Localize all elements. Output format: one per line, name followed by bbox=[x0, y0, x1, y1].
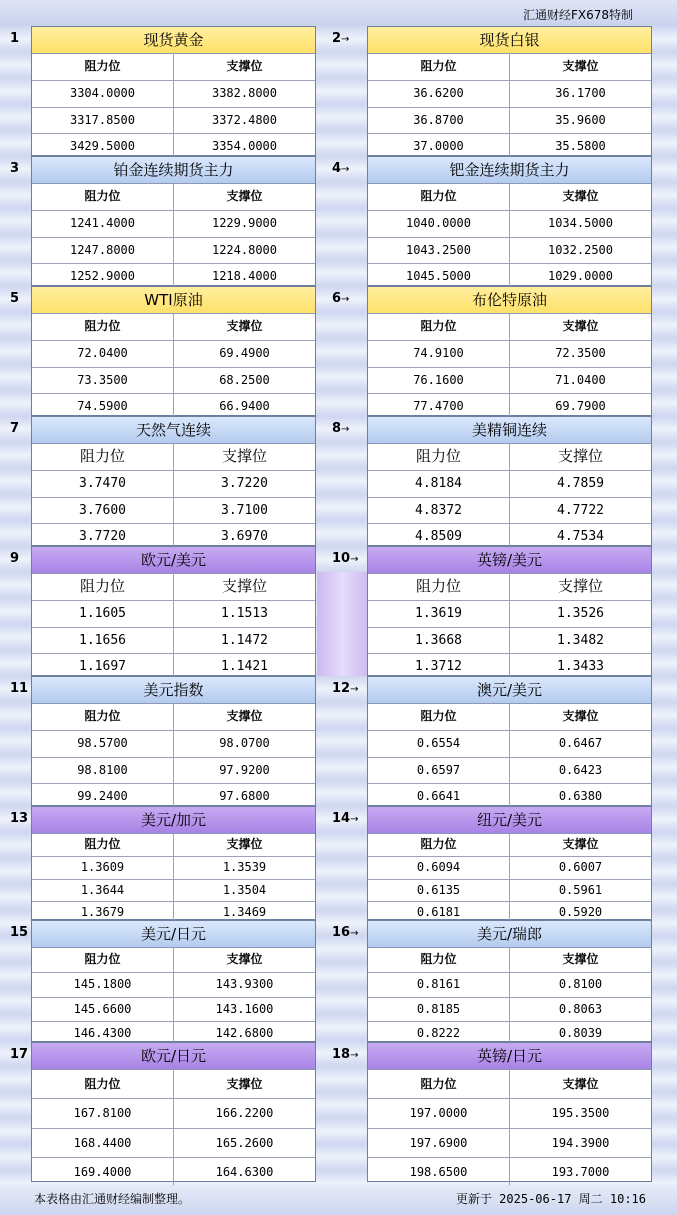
resistance-cell: 阻力位 bbox=[84, 319, 121, 333]
top-bar bbox=[0, 0, 677, 26]
support-cell: 1032.2500 bbox=[509, 238, 651, 264]
resistance-cell: 74.9100 bbox=[413, 345, 464, 360]
instrument-number bbox=[332, 416, 349, 443]
instrument-number-label: 10 bbox=[332, 551, 351, 566]
instrument-number-label: 5 bbox=[10, 291, 20, 306]
table-row bbox=[32, 1099, 315, 1128]
resistance-cell: 198.6500 bbox=[409, 1164, 468, 1179]
resistance-cell: 1.3609 bbox=[80, 859, 125, 874]
instrument-name: 钯金连续期货主力 bbox=[368, 157, 651, 184]
resistance-cell: 阻力位 bbox=[420, 1077, 457, 1091]
instrument-panel bbox=[367, 416, 652, 546]
resistance-cell: 36.6200 bbox=[413, 85, 464, 100]
column-header-row bbox=[368, 574, 651, 601]
resistance-cell: 阻力位 bbox=[84, 837, 121, 851]
instrument-name: 美元/日元 bbox=[32, 921, 315, 948]
resistance-cell: 3317.8500 bbox=[69, 112, 136, 127]
support-cell: 1224.8000 bbox=[173, 238, 315, 264]
table-row bbox=[32, 758, 315, 785]
instrument-number-label: 9 bbox=[10, 551, 20, 566]
resistance-cell: 0.6641 bbox=[416, 789, 461, 804]
instrument-panel bbox=[31, 156, 316, 286]
column-header-row bbox=[32, 1070, 315, 1099]
resistance-cell: 37.0000 bbox=[413, 139, 464, 154]
resistance-cell: 167.8100 bbox=[73, 1106, 132, 1121]
arrow-right-icon: → bbox=[350, 554, 359, 565]
instrument-number bbox=[332, 1042, 358, 1069]
arrow-right-icon: → bbox=[350, 814, 359, 825]
support-cell: 72.3500 bbox=[509, 341, 651, 367]
column-header-row bbox=[368, 444, 651, 471]
support-cell: 71.0400 bbox=[509, 368, 651, 394]
resistance-cell: 阻力位 bbox=[420, 59, 457, 73]
resistance-cell: 阻力位 bbox=[84, 1077, 121, 1091]
support-cell: 支撑位 bbox=[173, 54, 315, 80]
table-row bbox=[368, 81, 651, 108]
resistance-cell: 0.6554 bbox=[416, 735, 461, 750]
table-row bbox=[32, 498, 315, 525]
resistance-cell: 169.4000 bbox=[73, 1164, 132, 1179]
support-cell: 97.6800 bbox=[173, 784, 315, 810]
support-cell: 0.6423 bbox=[509, 758, 651, 784]
resistance-cell: 77.4700 bbox=[413, 399, 464, 414]
support-cell: 0.6007 bbox=[509, 857, 651, 879]
table-row bbox=[368, 973, 651, 998]
instrument-name: 美元指数 bbox=[32, 677, 315, 704]
table-row bbox=[368, 471, 651, 498]
instrument-name: 天然气连续 bbox=[32, 417, 315, 444]
resistance-cell: 0.8222 bbox=[416, 1026, 461, 1041]
resistance-cell: 阻力位 bbox=[420, 952, 457, 966]
support-cell: 支撑位 bbox=[509, 54, 651, 80]
support-cell: 66.9400 bbox=[173, 394, 315, 420]
instrument-name: 美元/加元 bbox=[32, 807, 315, 834]
resistance-cell: 1252.9000 bbox=[69, 269, 136, 284]
support-cell: 支撑位 bbox=[173, 574, 315, 600]
arrow-right-icon: → bbox=[341, 424, 350, 435]
support-cell: 194.3900 bbox=[509, 1129, 651, 1157]
instrument-panel bbox=[31, 676, 316, 806]
instrument-number-label: 17 bbox=[10, 1047, 29, 1062]
resistance-cell: 0.8185 bbox=[416, 1001, 461, 1016]
support-cell: 1029.0000 bbox=[509, 264, 651, 290]
footer-note: 本表格由汇通财经编制整理。 bbox=[34, 1192, 191, 1206]
table-row bbox=[368, 1129, 651, 1158]
instrument-panel bbox=[367, 156, 652, 286]
instrument-panel bbox=[367, 806, 652, 920]
resistance-cell: 1043.2500 bbox=[405, 242, 472, 257]
instrument-name: 美元/瑞郎 bbox=[368, 921, 651, 948]
resistance-cell: 1.1656 bbox=[79, 632, 126, 648]
instrument-number-label: 6 bbox=[332, 291, 342, 306]
support-cell: 3.7220 bbox=[173, 471, 315, 497]
support-cell: 3354.0000 bbox=[173, 134, 315, 160]
resistance-cell: 197.0000 bbox=[409, 1106, 468, 1121]
instrument-number-label: 16 bbox=[332, 925, 351, 940]
instrument-panel bbox=[31, 26, 316, 156]
table-row bbox=[368, 998, 651, 1023]
table-row bbox=[368, 1158, 651, 1186]
instrument-number bbox=[10, 156, 19, 182]
column-header-row bbox=[32, 54, 315, 81]
table-row bbox=[368, 238, 651, 265]
resistance-cell: 1.1605 bbox=[79, 605, 126, 621]
resistance-cell: 1045.5000 bbox=[405, 269, 472, 284]
column-header-row bbox=[368, 314, 651, 341]
support-cell: 1218.4000 bbox=[173, 264, 315, 290]
instrument-panel bbox=[367, 920, 652, 1042]
instrument-number-label: 13 bbox=[10, 811, 29, 826]
arrow-right-icon: → bbox=[350, 928, 359, 939]
resistance-cell: 阻力位 bbox=[420, 837, 457, 851]
support-cell: 35.5800 bbox=[509, 134, 651, 160]
support-cell: 1229.9000 bbox=[173, 211, 315, 237]
support-cell: 支撑位 bbox=[173, 314, 315, 340]
resistance-cell: 72.0400 bbox=[77, 345, 128, 360]
instrument-number bbox=[10, 286, 19, 312]
instrument-panel bbox=[31, 416, 316, 546]
table-row bbox=[368, 341, 651, 368]
panel-connector bbox=[317, 572, 368, 676]
support-cell: 支撑位 bbox=[173, 704, 315, 730]
column-header-row bbox=[368, 704, 651, 731]
support-cell: 1.3539 bbox=[173, 857, 315, 879]
table-row bbox=[32, 211, 315, 238]
instrument-panel bbox=[31, 1042, 316, 1182]
resistance-cell: 1040.0000 bbox=[405, 215, 472, 230]
column-header-row bbox=[32, 184, 315, 211]
support-cell: 36.1700 bbox=[509, 81, 651, 107]
instrument-name: 欧元/美元 bbox=[32, 547, 315, 574]
table-row bbox=[32, 880, 315, 903]
table-row bbox=[32, 998, 315, 1023]
resistance-cell: 0.8161 bbox=[416, 976, 461, 991]
table-row bbox=[32, 857, 315, 880]
instrument-number bbox=[10, 26, 19, 52]
instrument-panel bbox=[31, 806, 316, 920]
resistance-cell: 146.4300 bbox=[73, 1026, 132, 1041]
resistance-cell: 76.1600 bbox=[413, 372, 464, 387]
update-time: 更新于 2025-06-17 周二 10:16 bbox=[455, 1192, 646, 1206]
resistance-cell: 阻力位 bbox=[79, 447, 125, 465]
header-title: 汇通财经FX678特制 bbox=[522, 8, 633, 22]
support-cell: 68.2500 bbox=[173, 368, 315, 394]
resistance-cell: 阻力位 bbox=[84, 952, 121, 966]
support-cell: 4.7722 bbox=[509, 498, 651, 524]
resistance-cell: 阻力位 bbox=[84, 59, 121, 73]
instrument-number-label: 11 bbox=[10, 681, 29, 696]
column-header-row bbox=[32, 574, 315, 601]
support-cell: 支撑位 bbox=[173, 444, 315, 470]
support-cell: 0.8063 bbox=[509, 998, 651, 1022]
resistance-cell: 1.3679 bbox=[80, 905, 125, 920]
column-header-row bbox=[32, 834, 315, 857]
column-header-row bbox=[368, 948, 651, 973]
table-row bbox=[32, 81, 315, 108]
column-header-row bbox=[32, 314, 315, 341]
instrument-number bbox=[10, 546, 19, 572]
support-cell: 0.8039 bbox=[509, 1022, 651, 1046]
resistance-cell: 1247.8000 bbox=[69, 242, 136, 257]
resistance-cell: 阻力位 bbox=[415, 447, 461, 465]
instrument-number bbox=[10, 920, 28, 946]
resistance-cell: 98.5700 bbox=[77, 735, 128, 750]
resistance-cell: 阻力位 bbox=[420, 709, 457, 723]
column-header-row bbox=[32, 444, 315, 471]
resistance-cell: 0.6597 bbox=[416, 762, 461, 777]
resistance-cell: 3304.0000 bbox=[69, 85, 136, 100]
support-cell: 1.1421 bbox=[173, 654, 315, 680]
support-cell: 1.3526 bbox=[509, 601, 651, 627]
instrument-name: 铂金连续期货主力 bbox=[32, 157, 315, 184]
instrument-panel bbox=[31, 920, 316, 1042]
column-header-row bbox=[368, 54, 651, 81]
resistance-cell: 74.5900 bbox=[77, 399, 128, 414]
table-row bbox=[368, 731, 651, 758]
instrument-number-label: 15 bbox=[10, 925, 29, 940]
table-row bbox=[368, 628, 651, 655]
instrument-number-label: 8 bbox=[332, 421, 342, 436]
support-cell: 0.8100 bbox=[509, 973, 651, 997]
instrument-number-label: 4 bbox=[332, 161, 342, 176]
table-row bbox=[368, 498, 651, 525]
resistance-cell: 1.1697 bbox=[79, 659, 126, 675]
resistance-cell: 阻力位 bbox=[84, 709, 121, 723]
table-row bbox=[32, 108, 315, 135]
footer bbox=[0, 1185, 677, 1215]
instrument-panel bbox=[367, 26, 652, 156]
instrument-name: 英镑/日元 bbox=[368, 1043, 651, 1070]
instrument-name: 英镑/美元 bbox=[368, 547, 651, 574]
instrument-number bbox=[10, 806, 28, 832]
support-cell: 支撑位 bbox=[173, 948, 315, 972]
column-header-row bbox=[32, 948, 315, 973]
support-cell: 193.7000 bbox=[509, 1158, 651, 1186]
instrument-name: WTI原油 bbox=[32, 287, 315, 314]
instrument-number bbox=[10, 1042, 28, 1068]
arrow-right-icon: → bbox=[341, 294, 350, 305]
instrument-number bbox=[10, 676, 28, 702]
resistance-cell: 3.7470 bbox=[79, 475, 126, 491]
table-row bbox=[368, 601, 651, 628]
instrument-number-label: 3 bbox=[10, 161, 20, 176]
instrument-panel bbox=[31, 286, 316, 416]
resistance-cell: 145.1800 bbox=[73, 976, 132, 991]
table-row bbox=[32, 731, 315, 758]
instrument-panel bbox=[31, 546, 316, 676]
support-cell: 支撑位 bbox=[509, 704, 651, 730]
resistance-cell: 1241.4000 bbox=[69, 215, 136, 230]
resistance-cell: 98.8100 bbox=[77, 762, 128, 777]
support-cell: 69.7900 bbox=[509, 394, 651, 420]
support-cell: 4.7534 bbox=[509, 524, 651, 550]
support-cell: 0.5961 bbox=[509, 880, 651, 902]
support-cell: 支撑位 bbox=[509, 948, 651, 972]
support-cell: 0.5920 bbox=[509, 902, 651, 924]
support-cell: 支撑位 bbox=[509, 444, 651, 470]
column-header-row bbox=[368, 834, 651, 857]
instrument-number-label: 18 bbox=[332, 1047, 351, 1062]
support-cell: 143.1600 bbox=[173, 998, 315, 1022]
resistance-cell: 3.7600 bbox=[79, 502, 126, 518]
instrument-panel bbox=[367, 1042, 652, 1182]
table-row bbox=[32, 368, 315, 395]
support-cell: 支撑位 bbox=[509, 574, 651, 600]
table-row bbox=[368, 211, 651, 238]
support-cell: 1.1472 bbox=[173, 628, 315, 654]
instrument-number-label: 7 bbox=[10, 421, 20, 436]
table-row bbox=[32, 973, 315, 998]
support-cell: 支撑位 bbox=[173, 834, 315, 856]
support-cell: 支撑位 bbox=[509, 314, 651, 340]
support-cell: 0.6380 bbox=[509, 784, 651, 810]
column-header-row bbox=[368, 184, 651, 211]
support-cell: 195.3500 bbox=[509, 1099, 651, 1127]
arrow-right-icon: → bbox=[341, 34, 350, 45]
resistance-cell: 阻力位 bbox=[420, 319, 457, 333]
instrument-name: 欧元/日元 bbox=[32, 1043, 315, 1070]
support-cell: 35.9600 bbox=[509, 108, 651, 134]
arrow-right-icon: → bbox=[341, 164, 350, 175]
support-cell: 164.6300 bbox=[173, 1158, 315, 1186]
column-header-row bbox=[368, 1070, 651, 1099]
resistance-cell: 73.3500 bbox=[77, 372, 128, 387]
support-cell: 1.3482 bbox=[509, 628, 651, 654]
support-cell: 支撑位 bbox=[173, 1070, 315, 1098]
resistance-cell: 197.6900 bbox=[409, 1135, 468, 1150]
resistance-cell: 0.6181 bbox=[416, 905, 461, 920]
instrument-name: 澳元/美元 bbox=[368, 677, 651, 704]
resistance-cell: 0.6094 bbox=[416, 859, 461, 874]
resistance-cell: 阻力位 bbox=[84, 189, 121, 203]
support-cell: 支撑位 bbox=[509, 834, 651, 856]
support-cell: 1034.5000 bbox=[509, 211, 651, 237]
resistance-cell: 3.7720 bbox=[79, 529, 126, 545]
support-cell: 98.0700 bbox=[173, 731, 315, 757]
support-cell: 1.3504 bbox=[173, 880, 315, 902]
table-row bbox=[32, 601, 315, 628]
resistance-cell: 145.6600 bbox=[73, 1001, 132, 1016]
table-row bbox=[368, 758, 651, 785]
instrument-number bbox=[332, 676, 358, 703]
table-row bbox=[32, 1129, 315, 1158]
support-cell: 支撑位 bbox=[509, 184, 651, 210]
instrument-panel bbox=[367, 286, 652, 416]
resistance-cell: 阻力位 bbox=[415, 577, 461, 595]
resistance-cell: 1.3644 bbox=[80, 882, 125, 897]
support-cell: 4.7859 bbox=[509, 471, 651, 497]
instrument-name: 现货黄金 bbox=[32, 27, 315, 54]
instrument-name: 纽元/美元 bbox=[368, 807, 651, 834]
table-row bbox=[32, 628, 315, 655]
resistance-cell: 阻力位 bbox=[79, 577, 125, 595]
support-cell: 3372.4800 bbox=[173, 108, 315, 134]
support-cell: 3.7100 bbox=[173, 498, 315, 524]
resistance-cell: 阻力位 bbox=[420, 189, 457, 203]
instrument-panel bbox=[367, 676, 652, 806]
instrument-name: 现货白银 bbox=[368, 27, 651, 54]
instrument-number bbox=[332, 26, 349, 53]
instrument-number bbox=[332, 286, 349, 313]
instrument-name: 美精铜连续 bbox=[368, 417, 651, 444]
resistance-cell: 4.8509 bbox=[415, 529, 462, 545]
resistance-cell: 1.3712 bbox=[415, 659, 462, 675]
arrow-right-icon: → bbox=[350, 684, 359, 695]
instrument-name: 布伦特原油 bbox=[368, 287, 651, 314]
table-row bbox=[368, 857, 651, 880]
support-cell: 1.1513 bbox=[173, 601, 315, 627]
table-row bbox=[32, 341, 315, 368]
support-cell: 142.6800 bbox=[173, 1022, 315, 1046]
support-cell: 69.4900 bbox=[173, 341, 315, 367]
resistance-cell: 36.8700 bbox=[413, 112, 464, 127]
resistance-cell: 168.4400 bbox=[73, 1135, 132, 1150]
instrument-number bbox=[332, 156, 349, 183]
table-row bbox=[368, 880, 651, 903]
instrument-number-label: 2 bbox=[332, 31, 342, 46]
resistance-cell: 4.8184 bbox=[415, 475, 462, 491]
table-row bbox=[32, 471, 315, 498]
instrument-number bbox=[10, 416, 19, 442]
table-row bbox=[368, 108, 651, 135]
table-row bbox=[32, 238, 315, 265]
resistance-cell: 3429.5000 bbox=[69, 139, 136, 154]
instrument-number bbox=[332, 806, 358, 833]
support-cell: 0.6467 bbox=[509, 731, 651, 757]
support-cell: 3.6970 bbox=[173, 524, 315, 550]
instrument-panel bbox=[367, 546, 652, 676]
resistance-cell: 1.3668 bbox=[415, 632, 462, 648]
instrument-number bbox=[332, 920, 358, 947]
instrument-number bbox=[332, 546, 358, 573]
table-row bbox=[32, 1158, 315, 1186]
instrument-number-label: 1 bbox=[10, 31, 20, 46]
instrument-number-label: 12 bbox=[332, 681, 351, 696]
column-header-row bbox=[32, 704, 315, 731]
support-cell: 97.9200 bbox=[173, 758, 315, 784]
support-cell: 143.9300 bbox=[173, 973, 315, 997]
arrow-right-icon: → bbox=[350, 1050, 359, 1061]
support-cell: 165.2600 bbox=[173, 1129, 315, 1157]
resistance-cell: 99.2400 bbox=[77, 789, 128, 804]
support-cell: 166.2200 bbox=[173, 1099, 315, 1127]
support-cell: 1.3469 bbox=[173, 902, 315, 924]
support-cell: 支撑位 bbox=[173, 184, 315, 210]
table-row bbox=[368, 368, 651, 395]
instrument-number-label: 14 bbox=[332, 811, 351, 826]
support-cell: 1.3433 bbox=[509, 654, 651, 680]
resistance-cell: 0.6135 bbox=[416, 882, 461, 897]
support-cell: 支撑位 bbox=[509, 1070, 651, 1098]
table-row bbox=[368, 1099, 651, 1128]
resistance-cell: 4.8372 bbox=[415, 502, 462, 518]
support-cell: 3382.8000 bbox=[173, 81, 315, 107]
resistance-cell: 1.3619 bbox=[415, 605, 462, 621]
